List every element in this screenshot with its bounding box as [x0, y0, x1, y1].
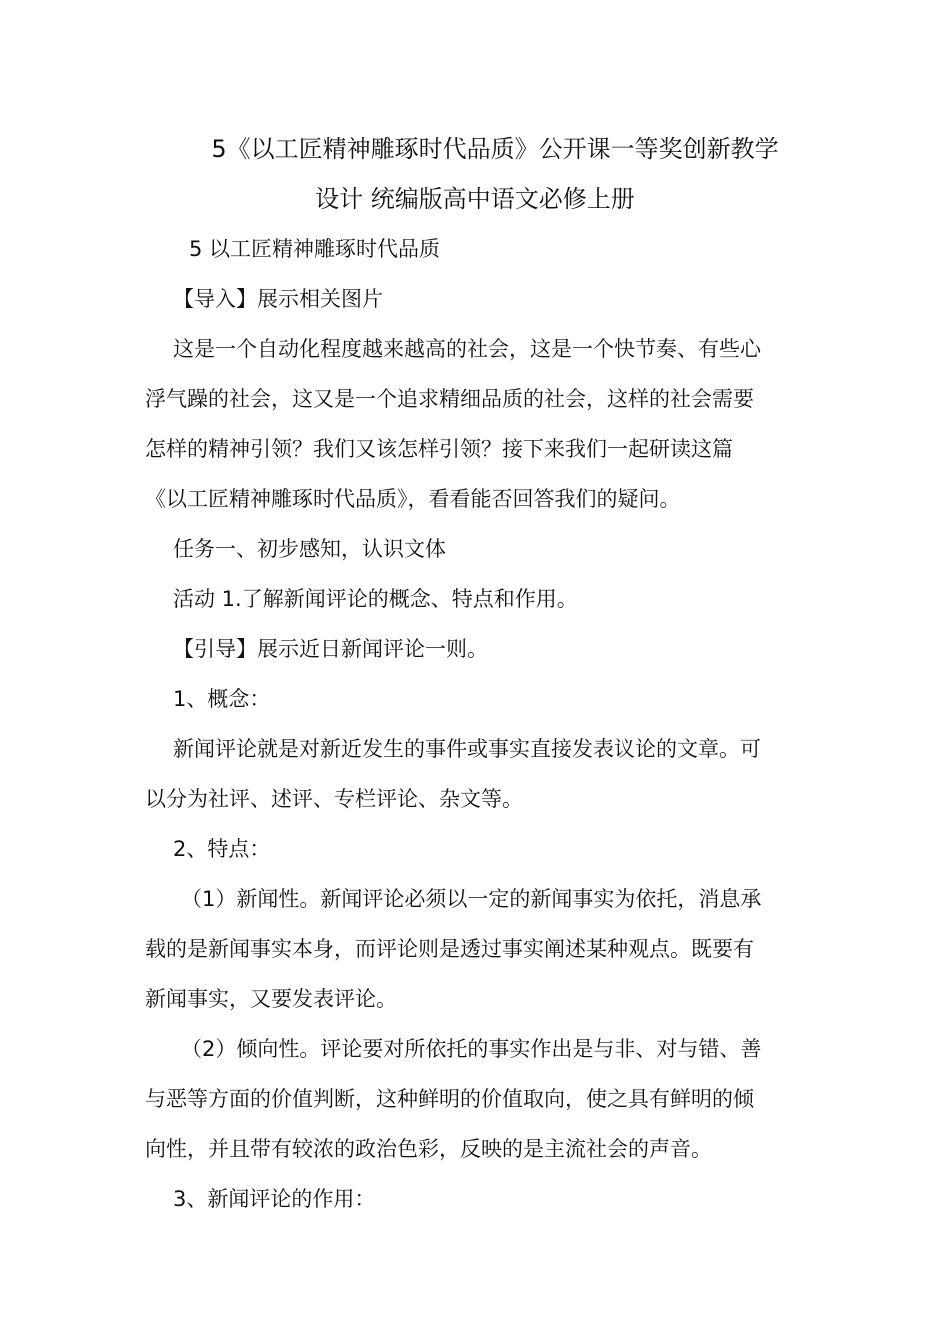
paragraph-line: 以分为社评、述评、专栏评论、杂文等。 [145, 787, 523, 811]
section-heading-concept: 1、概念： [173, 687, 271, 711]
paragraph-line: （1）新闻性。新闻评论必须以一定的新闻事实为依托，消息承 [181, 887, 762, 911]
task-heading: 任务一、初步感知，认识文体 [173, 537, 446, 561]
lesson-heading: 5 以工匠精神雕琢时代品质 [189, 237, 441, 261]
paragraph-line: 《以工匠精神雕琢时代品质》，看看能否回答我们的疑问。 [145, 487, 681, 511]
paragraph-line: 怎样的精神引领？我们又该怎样引领？接下来我们一起研读这篇 [145, 437, 733, 461]
document-title-line-1: 5《以工匠精神雕琢时代品质》公开课一等奖创新教学 [211, 135, 779, 163]
paragraph-line: 载的是新闻事实本身，而评论则是透过事实阐述某种观点。既要有 [145, 937, 754, 961]
paragraph-line: 新闻事实，又要发表评论。 [145, 987, 397, 1011]
paragraph-line: 这是一个自动化程度越来越高的社会，这是一个快节奏、有些心 [173, 337, 761, 361]
document-title-line-2: 设计 统编版高中语文必修上册 [315, 185, 635, 213]
intro-heading: 【导入】展示相关图片 [173, 287, 383, 311]
paragraph-line: 向性，并且带有较浓的政治色彩，反映的是主流社会的声音。 [145, 1137, 712, 1161]
section-heading-features: 2、特点： [173, 837, 271, 861]
paragraph-line: （2）倾向性。评论要对所依托的事实作出是与非、对与错、善 [181, 1037, 762, 1061]
paragraph-line: 与恶等方面的价值判断，这种鲜明的价值取向，使之具有鲜明的倾 [145, 1087, 754, 1111]
paragraph-line: 浮气躁的社会，这又是一个追求精细品质的社会，这样的社会需要 [145, 387, 754, 411]
activity-heading: 活动 1.了解新闻评论的概念、特点和作用。 [173, 587, 578, 611]
paragraph-line: 新闻评论就是对新近发生的事件或事实直接发表议论的文章。可 [173, 737, 761, 761]
guide-line: 【引导】展示近日新闻评论一则。 [173, 637, 488, 661]
section-heading-role: 3、新闻评论的作用： [173, 1187, 376, 1211]
